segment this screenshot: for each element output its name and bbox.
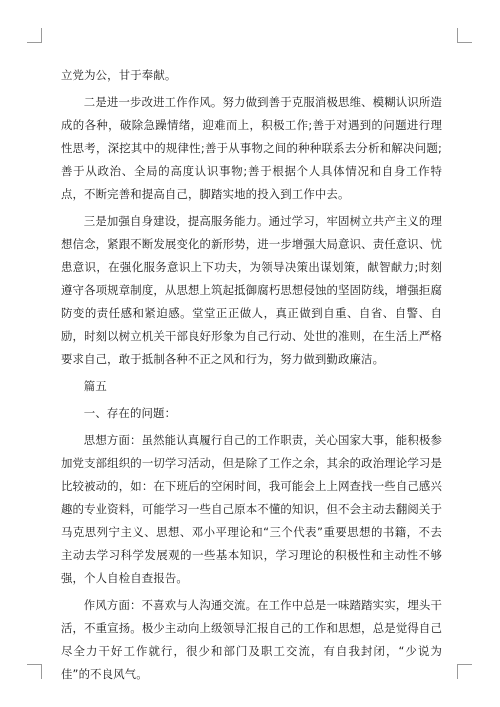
subsection-heading: 一、存在的问题：	[83, 406, 177, 420]
crop-mark-top-left	[27, 28, 42, 43]
crop-mark-top-right	[457, 28, 472, 43]
document-body	[61, 64, 442, 690]
paragraph-2: 二是进一步改进工作作风。努力做到善于克服消极思维、模糊认识所造成的各种，破除急躁情绪，迎难而上，积极工作;善于对遇到的问题进行理性思考，深挖其中的规律性;善于从事物之间的种种联系去分析和解决问题;善于从政治、全局的高度认识事物;善于根据个人具体情况和自身工作特点，不断完善和提高自己，脚踏实地的投入到工作中去。	[61, 95, 442, 201]
crop-mark-bottom-right	[457, 664, 472, 679]
paragraph-thought: 思想方面：虽然能认真履行自己的工作职责，关心国家大事，能积极参加党支部组织的一切学习活动，但是除了工作之余，其余的政治理论学习是比较被动的，如：在下班后的空闲时间，我可能会上上网查找一些自己感兴趣的专业资料，可能学习一些自己原本不懂的知识，但不会主动去翻阅关于马克思列宁主义、思想、邓小平理论和“三个代表”重要思想的书籍，不去主动去学习科学发展观的一些基本知识，学习理论的积极性和主动性不够强，个人自检自查报告。	[61, 433, 442, 585]
paragraph-1: 立党为公，甘于奉献。	[61, 68, 177, 82]
crop-mark-bottom-left	[27, 664, 42, 679]
section-heading: 篇五	[83, 379, 107, 393]
paragraph-3: 三是加强自身建设，提高服务能力。通过学习，牢固树立共产主义的理想信念，紧跟不断发展变化的新形势，进一步增强大局意识、责任意识、忧患意识，在强化服务意识上下功夫，为领导决策出谋划策，献智献力;时刻遵守各项规章制度，从思想上筑起抵御腐朽思想侵蚀的坚固防线，增强拒腐防变的责任感和紧迫感。堂堂正正做人，真正做到自重、自省、自警、自励，时刻以树立机关干部良好形象为自己行动、处世的准则，在生活上严格要求自己，敢于抵制各种不正之风和行为，努力做到勤政廉洁。	[61, 214, 442, 366]
paragraph-style: 作风方面：不喜欢与人沟通交流。在工作中总是一味踏踏实实，埋头干活，不重宣扬。极少主动向上级领导汇报自己的工作和思想，总是觉得自己尽全力干好工作就行，很少和部门及职工交流，有自我封闭，“少说为佳”的不良风气。	[61, 598, 442, 681]
